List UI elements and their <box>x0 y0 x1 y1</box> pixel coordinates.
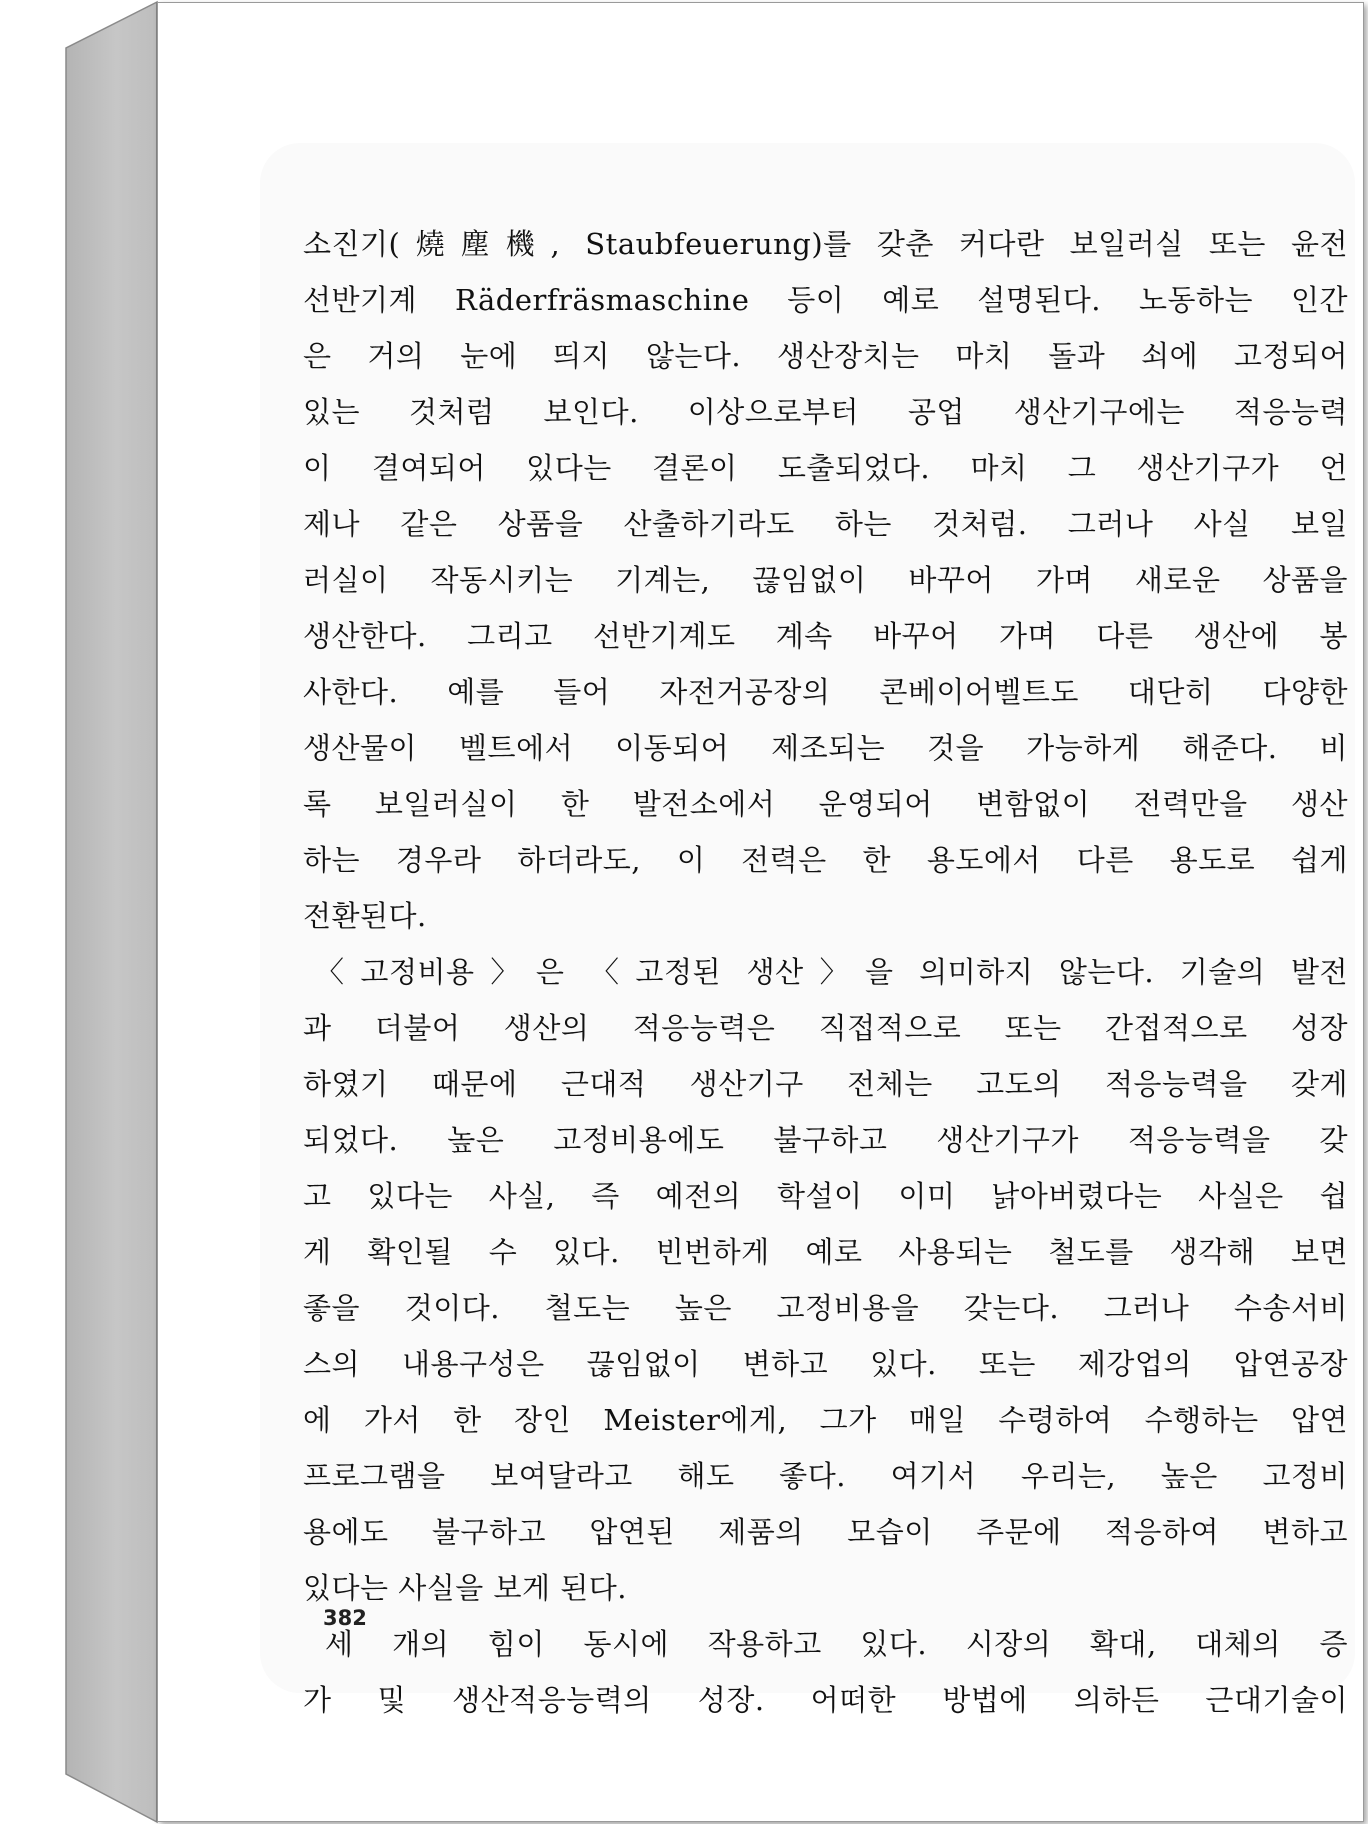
text-line: 과 더불어 생산의 적응능력은 직접적으로 또는 간접적으로 성장 <box>303 1011 1348 1045</box>
text-line: 제나 같은 상품을 산출하기라도 하는 것처럼. 그러나 사실 보일 <box>303 507 1348 541</box>
book-page <box>157 2 1364 1822</box>
text-line: 은 거의 눈에 띄지 않는다. 생산장치는 마치 돌과 쇠에 고정되어 <box>303 339 1348 373</box>
text-line: 하였기 때문에 근대적 생산기구 전체는 고도의 적응능력을 갖게 <box>303 1067 1348 1101</box>
paragraph-3 <box>303 1616 1348 1728</box>
body-text <box>303 216 1348 1728</box>
text-line: 게 확인될 수 있다. 빈번하게 예로 사용되는 철도를 생각해 보면 <box>303 1235 1348 1269</box>
paragraph-2 <box>303 944 1348 1616</box>
text-line: 에 가서 한 장인 Meister에게, 그가 매일 수령하여 수행하는 압연 <box>303 1403 1348 1437</box>
text-line: 용에도 불구하고 압연된 제품의 모습이 주문에 적응하여 변하고 <box>303 1515 1348 1549</box>
text-line: 가 및 생산적응능력의 성장. 어떠한 방법에 의하든 근대기술이 <box>303 1683 1348 1717</box>
text-line: 스의 내용구성은 끊임없이 변하고 있다. 또는 제강업의 압연공장 <box>303 1347 1348 1381</box>
book-spine <box>0 0 160 1824</box>
text-line: 전환된다. <box>303 899 427 933</box>
text-line: 선반기계 Räderfräsmaschine 등이 예로 설명된다. 노동하는 인간 <box>303 283 1348 317</box>
text-line: 프로그램을 보여달라고 해도 좋다. 여기서 우리는, 높은 고정비 <box>303 1459 1348 1493</box>
text-line: 생산한다. 그리고 선반기계도 계속 바꾸어 가며 다른 생산에 봉 <box>303 619 1348 653</box>
text-line: 하는 경우라 하더라도, 이 전력은 한 용도에서 다른 용도로 쉽게 <box>303 843 1348 877</box>
text-line: 록 보일러실이 한 발전소에서 운영되어 변함없이 전력만을 생산 <box>303 787 1348 821</box>
text-line: 고 있다는 사실, 즉 예전의 학설이 이미 낡아버렸다는 사실은 쉽 <box>303 1179 1348 1213</box>
paragraph-1 <box>303 216 1348 944</box>
text-line: 있다는 사실을 보게 된다. <box>303 1571 628 1605</box>
text-line: 있는 것처럼 보인다. 이상으로부터 공업 생산기구에는 적응능력 <box>303 395 1348 429</box>
text-line: 생산물이 벨트에서 이동되어 제조되는 것을 가능하게 해준다. 비 <box>303 731 1348 765</box>
text-line: 이 결여되어 있다는 결론이 도출되었다. 마치 그 생산기구가 언 <box>303 451 1348 485</box>
text-line: 세 개의 힘이 동시에 작용하고 있다. 시장의 확대, 대체의 증 <box>325 1627 1348 1661</box>
text-line: 되었다. 높은 고정비용에도 불구하고 생산기구가 적응능력을 갖 <box>303 1123 1348 1157</box>
text-line: 소진기(燒塵機, Staubfeuerung)를 갖춘 커다란 보일러실 또는 윤전 <box>303 227 1348 261</box>
page-number: 382 <box>323 1606 367 1630</box>
text-line: 사한다. 예를 들어 자전거공장의 콘베이어벨트도 대단히 다양한 <box>303 675 1348 709</box>
text-line: 좋을 것이다. 철도는 높은 고정비용을 갖는다. 그러나 수송서비 <box>303 1291 1348 1325</box>
text-line: 러실이 작동시키는 기계는, 끊임없이 바꾸어 가며 새로운 상품을 <box>303 563 1348 597</box>
text-line: 〈고정비용〉은 〈고정된 생산〉을 의미하지 않는다. 기술의 발전 <box>315 955 1348 989</box>
